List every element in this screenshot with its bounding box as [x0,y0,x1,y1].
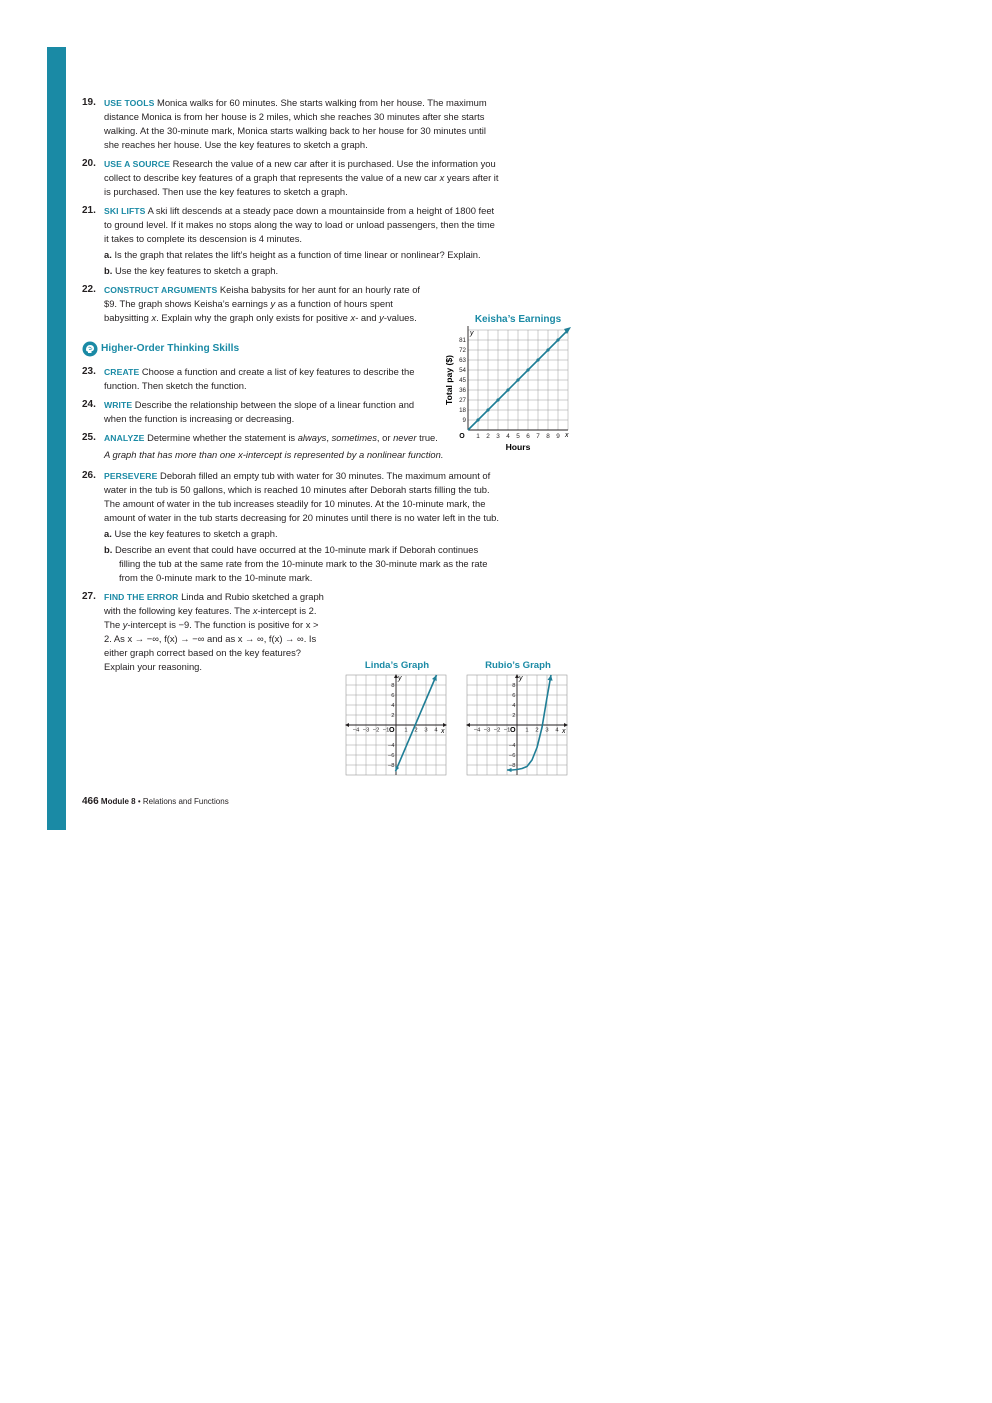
origin-label: O [510,725,516,734]
y-tick-label: 4 [512,703,516,709]
x-tick-label: 4 [434,727,438,734]
y-axis-var: y [470,330,474,337]
subpart-a [104,527,502,541]
x-tick-label: 4 [506,433,510,440]
x-tick-label: 2 [414,727,418,734]
subpart-label: b. [104,544,113,555]
problem-text: true. [416,432,438,443]
problem-number: 27. [82,591,96,602]
problem-text: -intercept is −9. The function is positive for [127,619,306,630]
chart-title: Rubio’s Graph [485,660,551,671]
math-variable: y [270,298,276,309]
problem-number: 20. [82,158,96,169]
practice-label: CONSTRUCT ARGUMENTS [104,285,218,295]
data-point [546,348,549,351]
rubio-graph-chart [461,655,573,781]
x-tick-label: −1 [382,727,390,734]
chart-title: Keisha’s Earnings [474,314,562,325]
data-point [506,388,509,391]
problem-text: Determine whether the statement is [147,432,298,443]
problem-25-statement: A graph that has more than one x-intercept is represented by a nonlinear function. [104,449,444,460]
x-tick-label: −2 [372,727,380,734]
problem-number: 24. [82,399,96,410]
problem-19 [82,96,502,152]
x-tick-label: −1 [503,727,511,734]
x-axis-var: x [562,728,566,735]
page-footer [82,796,229,807]
x-axis-var: x [565,432,569,439]
problem-number: 22. [82,284,96,295]
brain-icon [82,341,98,357]
keisha-earnings-chart [438,308,578,456]
problem-text: . Is either graph correct based on the key features? Explain your reasoning. [104,633,317,672]
data-point [516,378,519,381]
problem-20 [82,157,502,199]
y-axis-var: y [519,675,523,682]
problem-text: Linda and Rubio sketched a graph with the following key features. The [104,591,324,616]
subpart-label: a. [104,249,112,260]
y-tick-label: −4 [508,743,516,749]
chart-axes [466,674,568,775]
problem-22 [82,283,434,325]
chart-tick-labels [353,683,439,769]
x-tick-label: 8 [546,433,550,440]
data-point [486,408,489,411]
problem-text: Monica walks for 60 minutes. She starts walking from her house. The maximum distance Monica is from her house is 2 miles, which she reaches 30 minutes after she starts walking. At the 30-minute mark, Monica starts walking back to her house for 30 minutes until she reaches her house. Use the key features to sketch a graph. [104,97,487,150]
x-tick-label: −2 [493,727,501,734]
x-axis-arrow [443,723,447,727]
practice-label: CREATE [104,367,140,377]
y-tick-label: −8 [508,763,516,769]
x-tick-label: 2 [535,727,539,734]
y-tick-label: 45 [459,377,466,385]
math-expression: x > 2 [104,619,319,644]
x-tick-label: −3 [483,727,491,734]
y-tick-label: 63 [459,357,466,365]
x-tick-label: 2 [486,433,490,440]
page-number: 466 [82,796,99,807]
x-tick-label: 3 [496,433,500,440]
origin-label: O [389,725,395,734]
x-tick-label: 6 [526,433,530,440]
x-tick-label: 1 [476,433,480,440]
practice-label: USE A SOURCE [104,159,170,169]
problem-text: Research the value of a new car after it is purchased. Use the information you collect to describe key features of a graph that represents the value of a new car [104,158,496,183]
module-name: Module 8 [100,797,136,806]
x-tick-label: −4 [473,727,481,734]
y-tick-label: 36 [459,387,466,395]
x-tick-label: 4 [555,727,559,734]
problem-number: 23. [82,366,96,377]
y-tick-label: 6 [391,693,395,699]
math-expression: x → ∞, f(x) → ∞ [237,633,304,644]
y-tick-label: 4 [391,703,395,709]
y-tick-label: −8 [387,763,395,769]
math-variable: y [379,312,384,323]
y-tick-label: 2 [512,713,516,719]
y-tick-label: −6 [508,753,516,759]
problem-number: 25. [82,432,96,443]
problem-24 [82,398,424,426]
data-point [496,398,499,401]
emphasis-word: never [393,432,417,443]
problem-number: 21. [82,205,96,216]
problem-text: Describe the relationship between the slope of a linear function and when the function is increasing or decreasing. [104,399,415,424]
practice-label: FIND THE ERROR [104,592,179,602]
data-point [536,358,539,361]
practice-label: WRITE [104,400,133,410]
x-axis-label: Hours [505,442,531,452]
x-tick-label: 1 [404,727,408,734]
subpart-text: Is the graph that relates the lift’s height as a function of time linear or nonlinear? Explain. [114,249,481,260]
emphasis-word: always [297,432,327,443]
problem-number: 19. [82,97,96,108]
y-tick-label: 6 [512,693,516,699]
subpart-text: Use the key features to sketch a graph. [114,528,278,539]
x-tick-label: −3 [362,727,370,734]
y-tick-label: 9 [462,417,466,425]
subpart-text: Describe an event that could have occurred at the 10-minute mark if Deborah continues filling the tub at the same rate from the 10-minute mark to the 30-minute mark as the rate from the 0-minute mark to the 10-minute mark. [114,544,488,583]
x-tick-label: 5 [516,433,520,440]
x-tick-label: −4 [352,727,360,734]
x-axis-arrow [466,723,470,727]
subpart-label: b. [104,265,113,276]
math-variable: x [252,605,258,616]
problem-21 [82,204,502,278]
x-axis-arrow [345,723,349,727]
subpart-a [104,248,502,262]
problem-27 [82,590,324,674]
footer-separator: • [137,797,141,806]
y-tick-label: 54 [459,367,466,375]
y-axis-label: Total pay ($) [444,355,454,405]
data-point [476,418,479,421]
y-tick-label: 72 [459,347,466,355]
problem-text: years after it is purchased. Then use the key features to sketch a graph. [104,172,499,197]
problem-text: . As [109,633,128,644]
problem-text: Keisha babysits for her aunt for an hourly rate of $9. The graph shows Keisha’s earnings [104,284,421,309]
problem-text: and as [204,633,238,644]
x-tick-label: 3 [545,727,549,734]
math-variable: x [439,172,445,183]
data-point [526,368,529,371]
math-variable: x [151,312,157,323]
practice-label: ANALYZE [104,433,145,443]
x-tick-label: 9 [556,433,560,440]
problem-text: - and [355,312,380,323]
problem-text: -intercept is 2. The [104,605,317,630]
y-tick-label: −6 [387,753,395,759]
math-variable: x [350,312,356,323]
y-tick-label: 27 [459,397,466,405]
problem-text: , [326,432,332,443]
problem-text: Choose a function and create a list of key features to describe the function. Then sketch the function. [104,366,415,391]
module-title: Relations and Functions [142,797,229,806]
chart-axes [345,674,447,775]
module-sidebar-bar [47,47,66,830]
subpart-b [104,543,499,585]
practice-label: SKI LIFTS [104,206,146,216]
problem-text: A ski lift descends at a steady pace down a mountainside from a height of 1800 feet to ground level. If it makes no stops along the way to load or unload passengers, then the time it takes to complete its descension is 4 minutes. [104,205,495,244]
problem-23 [82,365,424,393]
problem-text: -values. [383,312,417,323]
x-axis-arrow [564,723,568,727]
math-expression: x → −∞, f(x) → −∞ [127,633,205,644]
emphasis-word: sometimes [331,432,377,443]
subpart-b [104,264,329,278]
practice-label: USE TOOLS [104,98,155,108]
x-axis-var: x [441,728,445,735]
problem-number: 26. [82,470,96,481]
hots-title: Higher-Order Thinking Skills [101,343,240,354]
problem-text: . Explain why the graph only exists for positive [156,312,351,323]
math-variable: y [122,619,128,630]
subpart-label: a. [104,528,112,539]
y-tick-label: 2 [391,713,395,719]
problem-26 [82,469,502,585]
y-tick-label: 81 [459,337,466,345]
x-tick-label: 7 [536,433,540,440]
y-tick-label: 8 [512,683,516,689]
linda-graph-chart [340,655,452,781]
chart-series [468,327,571,430]
data-point [556,338,559,341]
y-tick-label: −4 [387,743,395,749]
origin-label: O [459,433,465,440]
subpart-text: Use the key features to sketch a graph. [114,265,279,276]
x-tick-label: 1 [525,727,529,734]
practice-label: PERSEVERE [104,471,158,481]
y-axis-var: y [398,675,402,682]
x-tick-label: 3 [424,727,428,734]
problem-text: , or [376,432,394,443]
problem-text: as a function of hours spent babysitting [104,298,393,323]
y-tick-label: 8 [391,683,395,689]
chart-title: Linda’s Graph [364,660,430,671]
y-tick-label: 18 [459,407,466,415]
problem-text: Deborah filled an empty tub with water for 30 minutes. The maximum amount of water in the tub is 50 gallons, which is reached 10 minutes after Deborah starts filling the tub. The amount of water in the tub increases steadily for 10 minutes. At the 10-minute mark, the amount of water in the tub starts decreasing for 20 minutes until there is no water left in the tub. [104,470,500,523]
